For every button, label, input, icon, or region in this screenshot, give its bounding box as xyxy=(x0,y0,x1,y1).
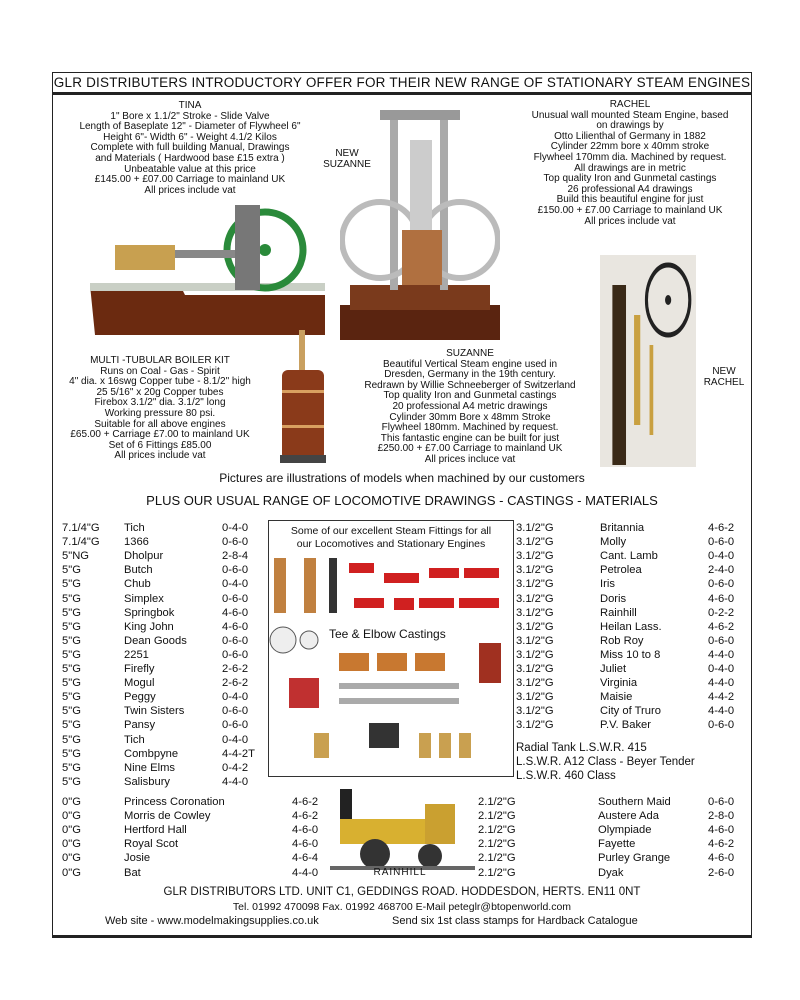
advert-header: GLR DISTRIBUTERS INTRODUCTORY OFFER FOR THEIR NEW RANGE OF STATIONARY STEAM ENGINES xyxy=(53,73,751,95)
loco-name: Dholpur xyxy=(124,550,164,563)
loco-gauge: 5"G xyxy=(62,775,81,788)
loco-gauge: 0"G xyxy=(62,810,81,823)
boiler-line: MULTI -TUBULAR BOILER KIT xyxy=(90,355,230,366)
tina-line: and Materials ( Hardwood base £15 extra ) xyxy=(95,152,285,164)
loco-gauge: 0"G xyxy=(62,838,81,851)
suzanne-line: Top quality Iron and Gunmetal castings xyxy=(383,390,557,402)
loco-name: Butch xyxy=(124,564,153,577)
pictures-note: Pictures are illustrations of models when machined by our customers xyxy=(219,471,585,485)
loco-wheel: 4-6-0 xyxy=(708,592,735,605)
loco-name: Nine Elms xyxy=(124,761,175,774)
loco-name: Iris xyxy=(600,578,615,591)
loco-wheel: 4-4-2 xyxy=(708,691,735,704)
lswr-item: L.S.W.R. A12 Class - Beyer Tender xyxy=(516,756,695,768)
loco-wheel: 0-6-0 xyxy=(222,719,249,732)
loco-gauge: 0"G xyxy=(62,852,81,865)
loco-name: Tich xyxy=(124,733,145,746)
boiler-kit-description xyxy=(45,356,275,462)
loco-name: Firefly xyxy=(124,663,155,675)
loco-gauge: 2.1/2"G xyxy=(478,838,516,851)
rachel-line: RACHEL xyxy=(609,99,651,110)
rainhill-label: RAINHILL xyxy=(373,867,427,878)
newsuz-line: NEW xyxy=(335,148,359,159)
loco-gauge: 3.1/2"G xyxy=(516,592,554,605)
loco-wheel: 2-4-0 xyxy=(708,564,735,577)
suzanne-engine-image xyxy=(340,100,500,340)
loco-name: Springbok xyxy=(124,606,175,619)
loco-gauge: 3.1/2"G xyxy=(516,691,554,704)
newrach-line: RACHEL xyxy=(703,377,745,388)
tina-line: Complete with full building Manual, Drawings xyxy=(90,142,290,154)
loco-gauge: 5"G xyxy=(62,606,81,619)
loco-wheel: 4-6-2 xyxy=(708,522,735,534)
loco-name: Royal Scot xyxy=(124,838,179,851)
rachel-line: Otto Lilienthal of Germany in 1882 xyxy=(554,130,706,142)
loco-name: Peggy xyxy=(124,691,156,704)
rachel-engine-image xyxy=(600,255,696,467)
boiler-line: £65.00 + Carriage £7.00 to mainland UK xyxy=(70,429,250,441)
loco-gauge: 3.1/2"G xyxy=(516,648,554,661)
loco-wheel: 0-6-0 xyxy=(222,564,249,577)
loco-name: Olympiade xyxy=(598,824,652,837)
boiler-line: Set of 6 Fittings £85.00 xyxy=(108,439,212,451)
loco-wheel: 0-6-0 xyxy=(222,705,249,718)
loco-gauge: 5"G xyxy=(62,592,81,605)
footer-address: GLR DISTRIBUTORS LTD. UNIT C1, GEDDINGS ROAD. HODDESDON, HERTS. EN11 0NT xyxy=(163,886,641,898)
loco-gauge: 0"G xyxy=(62,866,81,879)
plus-heading: PLUS OUR USUAL RANGE OF LOCOMOTIVE DRAWINGS - CASTINGS - MATERIALS xyxy=(146,493,658,508)
loco-wheel: 2-6-0 xyxy=(708,866,735,879)
loco-name: Rob Roy xyxy=(600,634,644,647)
rachel-line: on drawings by xyxy=(596,120,664,132)
rainhill-loco-image xyxy=(330,784,475,870)
loco-wheel: 0-4-2 xyxy=(222,761,249,774)
tina-line: 1" Bore x 1.1/2" Stroke - Slide Valve xyxy=(110,110,270,122)
loco-gauge: 7.1/4"G xyxy=(62,522,100,534)
loco-name: Morris de Cowley xyxy=(124,810,211,823)
loco-gauge: 5"G xyxy=(62,733,81,746)
loco-name: Cant. Lamb xyxy=(600,550,658,563)
loco-name: Southern Maid xyxy=(598,796,671,808)
loco-name: Virginia xyxy=(600,677,638,690)
loco-name: Dean Goods xyxy=(124,634,187,647)
loco-name: Tich xyxy=(124,522,145,534)
loco-wheel: 4-6-2 xyxy=(292,810,319,823)
loco-wheel: 0-4-0 xyxy=(222,522,249,534)
loco-name: Salisbury xyxy=(124,775,171,788)
loco-name: Petrolea xyxy=(600,564,642,577)
loco-gauge: 3.1/2"G xyxy=(516,550,554,563)
new-suzanne-label xyxy=(312,148,382,170)
loco-wheel: 4-6-0 xyxy=(222,606,249,619)
tina-line: Length of Baseplate 12" - Diameter of Flywheel 6" xyxy=(79,121,301,133)
loco-gauge: 5"G xyxy=(62,677,81,690)
suzanne-line: £250.00 + £7.00 Carriage to mainland UK xyxy=(377,443,563,455)
loco-name: Rainhill xyxy=(600,606,637,619)
loco-wheel: 0-2-2 xyxy=(708,606,735,619)
loco-wheel: 4-4-0 xyxy=(222,775,249,788)
suzanne-line: SUZANNE xyxy=(446,348,494,359)
loco-gauge: 5"G xyxy=(62,620,81,633)
rachel-line: Build this beautiful engine for just xyxy=(556,194,704,206)
loco-name: Britannia xyxy=(600,522,645,534)
loco-wheel: 4-6-0 xyxy=(292,824,319,837)
loco-gauge: 2.1/2"G xyxy=(478,810,516,823)
loco-name: Hertford Hall xyxy=(124,824,187,837)
loco-name: Doris xyxy=(600,592,627,605)
loco-name: Maisie xyxy=(600,691,633,704)
loco-gauge: 2.1/2"G xyxy=(478,796,516,808)
suzanne-line: Cylinder 30mm Bore x 48mm Stroke xyxy=(389,411,551,423)
loco-name: Josie xyxy=(124,852,151,865)
loco-name: 2251 xyxy=(124,648,149,661)
loco-wheel: 4-6-2 xyxy=(708,620,735,633)
loco-name: Austere Ada xyxy=(598,810,659,823)
tina-line: Unbeatable value at this price xyxy=(124,163,256,175)
suzanne-line: Redrawn by Willie Schneeberger of Switzerland xyxy=(364,379,576,391)
rachel-line: Flywheel 170mm dia. Machined by request. xyxy=(533,151,727,163)
footer-contact: Tel. 01992 470098 Fax. 01992 468700 E-Mail peteglr@btopenworld.com xyxy=(232,901,572,913)
loco-wheel: 2-6-2 xyxy=(222,663,249,675)
tina-engine-image xyxy=(85,195,330,340)
loco-gauge: 7.1/4"G xyxy=(62,536,100,549)
loco-gauge: 3.1/2"G xyxy=(516,606,554,619)
loco-gauge: 5"G xyxy=(62,564,81,577)
loco-wheel: 4-6-0 xyxy=(292,838,319,851)
loco-name: P.V. Baker xyxy=(600,719,652,732)
loco-name: Miss 10 to 8 xyxy=(600,648,661,661)
loco-name: Bat xyxy=(124,866,141,879)
footer-website[interactable]: Web site - www.modelmakingsupplies.co.uk xyxy=(105,915,319,927)
boiler-line: 25 5/16" x 20g Copper tubes xyxy=(96,386,224,398)
suzanne-line: Flywheel 180mm. Machined by request. xyxy=(381,422,559,434)
loco-wheel: 4-6-2 xyxy=(708,838,735,851)
boiler-line: Runs on Coal - Gas - Spirit xyxy=(100,365,220,377)
loco-gauge: 5"G xyxy=(62,747,81,760)
loco-wheel: 0-4-0 xyxy=(222,578,249,591)
loco-wheel: 0-6-0 xyxy=(708,719,735,732)
loco-gauge: 3.1/2"G xyxy=(516,620,554,633)
loco-wheel: 4-6-0 xyxy=(708,824,735,837)
loco-name: Juliet xyxy=(600,663,627,675)
loco-gauge: 5"G xyxy=(62,719,81,732)
rachel-line: Unusual wall mounted Steam Engine, based xyxy=(531,109,729,121)
fittings-caption-line: Some of our excellent Steam Fittings for all xyxy=(290,525,492,537)
loco-wheel: 2-8-4 xyxy=(222,550,249,563)
loco-wheel: 4-4-0 xyxy=(292,866,319,879)
loco-wheel: 4-4-0 xyxy=(708,705,735,718)
loco-gauge: 5"G xyxy=(62,691,81,704)
loco-wheel: 4-4-2T xyxy=(222,747,255,760)
rachel-line: 26 professional A4 drawings xyxy=(567,183,693,195)
loco-gauge: 3.1/2"G xyxy=(516,578,554,591)
loco-wheel: 0-4-0 xyxy=(222,733,249,746)
newrach-line: NEW xyxy=(712,366,736,377)
loco-gauge: 3.1/2"G xyxy=(516,663,554,675)
loco-name: Heilan Lass. xyxy=(600,620,662,633)
loco-wheel: 4-4-0 xyxy=(708,677,735,690)
loco-name: Fayette xyxy=(598,838,636,851)
boiler-kit-image xyxy=(272,330,334,465)
loco-wheel: 2-6-2 xyxy=(222,677,249,690)
footer-catalogue: Send six 1st class stamps for Hardback Catalogue xyxy=(392,915,638,927)
boiler-line: 4" dia. x 16swg Copper tube - 8.1/2" high xyxy=(69,376,251,388)
loco-gauge: 0"G xyxy=(62,824,81,837)
new-rachel-label xyxy=(697,366,751,388)
suzanne-description xyxy=(345,349,595,466)
lswr-item: Radial Tank L.S.W.R. 415 xyxy=(516,742,647,754)
loco-gauge: 3.1/2"G xyxy=(516,719,554,732)
steam-fittings-box xyxy=(268,520,514,777)
loco-gauge: 3.1/2"G xyxy=(516,634,554,647)
loco-wheel: 0-6-0 xyxy=(708,578,735,591)
loco-wheel: 0-4-0 xyxy=(708,663,735,675)
rachel-line: £150.00 + £7.00 Carriage to mainland UK xyxy=(537,204,723,216)
loco-name: City of Truro xyxy=(600,705,661,718)
loco-name: Dyak xyxy=(598,866,624,879)
loco-gauge: 5"G xyxy=(62,578,81,591)
tina-line: £145.00 + £07.00 Carriage to mainland UK xyxy=(94,174,286,186)
suzanne-line: This fantastic engine can be built for just xyxy=(380,432,560,444)
loco-name: Simplex xyxy=(124,592,164,605)
loco-name: Princess Coronation xyxy=(124,796,225,808)
loco-gauge: 2.1/2"G xyxy=(478,824,516,837)
rachel-line: Cylinder 22mm bore x 40mm stroke xyxy=(550,141,710,153)
loco-gauge: 5"G xyxy=(62,705,81,718)
loco-wheel: 0-6-0 xyxy=(222,648,249,661)
loco-gauge: 2.1/2"G xyxy=(478,866,516,879)
loco-gauge: 5"G xyxy=(62,663,81,675)
loco-wheel: 4-6-0 xyxy=(708,852,735,865)
loco-name: Mogul xyxy=(124,677,155,690)
loco-wheel: 0-6-0 xyxy=(708,796,735,808)
loco-gauge: 3.1/2"G xyxy=(516,522,554,534)
loco-wheel: 0-6-0 xyxy=(708,634,735,647)
boiler-line: Suitable for all above engines xyxy=(94,418,226,430)
loco-wheel: 0-6-0 xyxy=(708,536,735,549)
loco-gauge: 0"G xyxy=(62,796,81,808)
loco-gauge: 3.1/2"G xyxy=(516,705,554,718)
tina-line: All prices include vat xyxy=(144,184,236,196)
loco-wheel: 0-6-0 xyxy=(222,536,249,549)
loco-wheel: 2-8-0 xyxy=(708,810,735,823)
rachel-line: All drawings are in metric xyxy=(574,162,686,174)
loco-name: Pansy xyxy=(124,719,156,732)
fittings-caption-line: our Locomotives and Stationary Engines xyxy=(296,538,486,550)
tee-elbow-label: Tee & Elbow Castings xyxy=(329,627,446,641)
loco-gauge: 3.1/2"G xyxy=(516,536,554,549)
loco-name: Twin Sisters xyxy=(124,705,185,718)
tina-line: Height 6"- Width 6" - Weight 4.1/2 Kilos xyxy=(103,131,277,143)
loco-name: Purley Grange xyxy=(598,852,671,865)
rachel-description xyxy=(505,100,755,227)
loco-wheel: 0-4-0 xyxy=(222,691,249,704)
loco-wheel: 0-6-0 xyxy=(222,634,249,647)
loco-gauge: 5"G xyxy=(62,761,81,774)
boiler-line: Firebox 3.1/2" dia. 3.1/2" long xyxy=(94,397,226,409)
loco-wheel: 0-6-0 xyxy=(222,592,249,605)
loco-gauge: 2.1/2"G xyxy=(478,852,516,865)
tina-description xyxy=(60,101,320,196)
lswr-item: L.S.W.R. 460 Class xyxy=(516,770,616,782)
suzanne-line: All prices incluce vat xyxy=(424,453,516,465)
suzanne-line: 20 professional A4 metric drawings xyxy=(392,400,548,412)
loco-wheel: 4-6-4 xyxy=(292,852,319,865)
loco-wheel: 4-4-0 xyxy=(708,648,735,661)
suzanne-line: Dresden, Germany in the 19th century. xyxy=(384,369,556,381)
loco-name: 1366 xyxy=(124,536,149,549)
newsuz-line: SUZANNE xyxy=(323,159,371,170)
loco-name: Combpyne xyxy=(124,747,179,760)
loco-gauge: 5"G xyxy=(62,648,81,661)
fittings-image xyxy=(269,553,513,773)
rachel-line: All prices include vat xyxy=(584,215,676,227)
loco-name: Molly xyxy=(600,536,627,549)
suzanne-line: Beautiful Vertical Steam engine used in xyxy=(383,358,557,370)
loco-gauge: 5"NG xyxy=(62,550,89,563)
rachel-line: Top quality Iron and Gunmetal castings xyxy=(543,173,717,185)
boiler-line: Working pressure 80 psi. xyxy=(104,407,216,419)
loco-wheel: 4-6-2 xyxy=(292,796,319,808)
boiler-line: All prices include vat xyxy=(114,450,206,462)
loco-gauge: 5"G xyxy=(62,634,81,647)
tina-line: TINA xyxy=(178,100,202,111)
loco-gauge: 3.1/2"G xyxy=(516,677,554,690)
loco-gauge: 3.1/2"G xyxy=(516,564,554,577)
loco-name: King John xyxy=(124,620,174,633)
loco-name: Chub xyxy=(124,578,151,591)
loco-wheel: 4-6-0 xyxy=(222,620,249,633)
loco-wheel: 0-4-0 xyxy=(708,550,735,563)
